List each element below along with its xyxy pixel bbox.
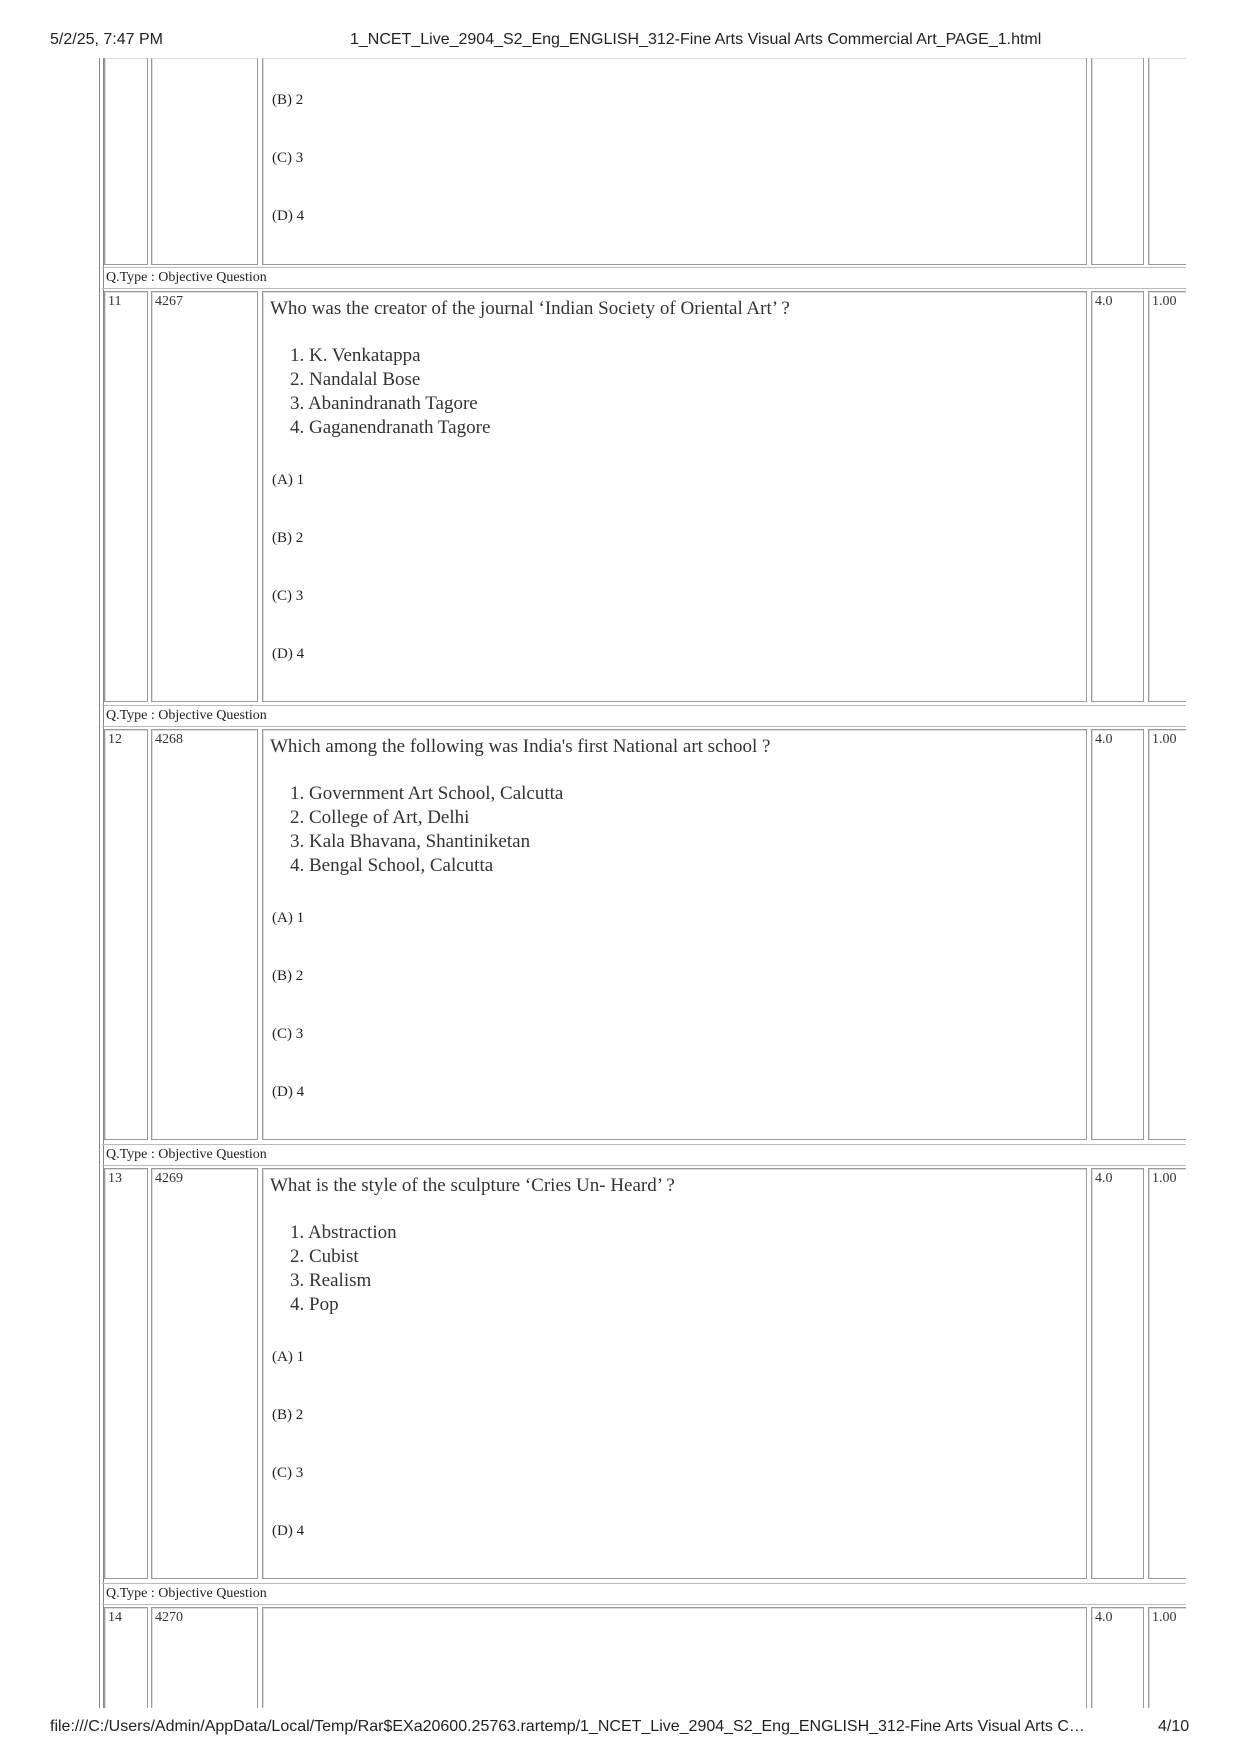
choice-item: 1. Government Art School, Calcutta [290, 783, 564, 804]
choice-item: 1. Abstraction [290, 1222, 397, 1243]
sno-cell [104, 291, 148, 702]
row-separator [102, 1144, 1186, 1145]
negative-marks-cell [1148, 291, 1186, 702]
negative-marks-value: 1.00 [1152, 294, 1177, 309]
answer-option: (C) 3 [272, 588, 304, 604]
negative-marks-value: 1.00 [1152, 1171, 1177, 1186]
negative-marks-cell [1148, 1607, 1186, 1708]
row-separator [102, 705, 1186, 706]
choice-item: 2. Nandalal Bose [290, 369, 421, 390]
marks-value: 4.0 [1095, 294, 1113, 309]
choice-item: 2. College of Art, Delhi [290, 807, 470, 828]
answer-option: (C) 3 [272, 1465, 304, 1481]
question-id: 4269 [155, 1171, 183, 1186]
question-id: 4268 [155, 732, 183, 747]
sno-cell [104, 1168, 148, 1579]
question-text: Which among the following was India's first National art school ? [270, 736, 771, 757]
row-separator [102, 267, 1186, 268]
choice-item: 4. Gaganendranath Tagore [290, 417, 491, 438]
choice-item: 3. Realism [290, 1270, 372, 1291]
qid-cell [151, 58, 258, 265]
answer-option: (B) 2 [272, 968, 304, 984]
negative-marks-value: 1.00 [1152, 1610, 1177, 1625]
answer-option: (B) 2 [272, 530, 304, 546]
serial-number: 11 [108, 294, 122, 309]
qid-cell [151, 729, 258, 1140]
answer-option: (C) 3 [272, 1026, 304, 1042]
row-separator [102, 1604, 1186, 1605]
answer-option: (D) 4 [272, 1523, 305, 1539]
choice-item: 2. Cubist [290, 1246, 359, 1267]
choice-item: 3. Abanindranath Tagore [290, 393, 478, 414]
row-separator [102, 1165, 1186, 1166]
answer-option: (D) 4 [272, 1084, 305, 1100]
serial-number: 14 [108, 1610, 122, 1625]
choice-item: 3. Kala Bhavana, Shantiniketan [290, 831, 531, 852]
serial-number: 12 [108, 732, 122, 747]
marks-cell [1091, 58, 1144, 265]
table-left-border [99, 58, 100, 1708]
question-text: Who was the creator of the journal ‘Indian Society of Oriental Art’ ? [270, 298, 790, 319]
answer-option: (C) 3 [272, 150, 304, 166]
marks-cell [1091, 1168, 1144, 1579]
negative-marks-value: 1.00 [1152, 732, 1177, 747]
marks-cell [1091, 291, 1144, 702]
answer-option: (D) 4 [272, 208, 305, 224]
negative-marks-cell [1148, 1168, 1186, 1579]
negative-marks-cell [1148, 729, 1186, 1140]
question-type-label: Q.Type : Objective Question [106, 1586, 267, 1601]
qid-cell [151, 1607, 258, 1708]
question-type-label: Q.Type : Objective Question [106, 1147, 267, 1162]
marks-value: 4.0 [1095, 1610, 1113, 1625]
print-page-title: 1_NCET_Live_2904_S2_Eng_ENGLISH_312-Fine Arts Visual Arts Commercial Art_PAGE_1.html [350, 31, 1042, 48]
sno-cell [104, 58, 148, 265]
answer-option: (D) 4 [272, 646, 305, 662]
print-datetime: 5/2/25, 7:47 PM [50, 31, 163, 48]
marks-cell [1091, 729, 1144, 1140]
question-text: What is the style of the sculpture ‘Cries Un- Heard’ ? [270, 1175, 675, 1196]
qid-cell [151, 291, 258, 702]
question-cell [262, 1607, 1087, 1708]
answer-option: (A) 1 [272, 910, 305, 926]
question-cell [262, 58, 1087, 265]
choice-item: 4. Bengal School, Calcutta [290, 855, 494, 876]
question-type-label: Q.Type : Objective Question [106, 270, 267, 285]
choice-item: 1. K. Venkatappa [290, 345, 421, 366]
row-separator [102, 726, 1186, 727]
marks-value: 4.0 [1095, 1171, 1113, 1186]
question-type-label: Q.Type : Objective Question [106, 708, 267, 723]
serial-number: 13 [108, 1171, 122, 1186]
question-id: 4267 [155, 294, 183, 309]
print-file-path: file:///C:/Users/Admin/AppData/Local/Temp/Rar$EXa20600.25763.rartemp/1_NCET_Live_2904_S2_Eng_ENGLISH_312-Fine Arts Visual Arts C… [50, 1718, 1085, 1735]
sno-cell [104, 729, 148, 1140]
sno-cell [104, 1607, 148, 1708]
qid-cell [151, 1168, 258, 1579]
negative-marks-cell [1148, 58, 1186, 265]
print-page-number: 4/10 [1158, 1718, 1190, 1735]
answer-option: (A) 1 [272, 1349, 305, 1365]
row-separator [102, 288, 1186, 289]
marks-cell [1091, 1607, 1144, 1708]
marks-value: 4.0 [1095, 732, 1113, 747]
choice-item: 4. Pop [290, 1294, 339, 1315]
answer-option: (A) 1 [272, 472, 305, 488]
row-separator [102, 1583, 1186, 1584]
answer-option: (B) 2 [272, 1407, 304, 1423]
question-id: 4270 [155, 1610, 183, 1625]
answer-option: (B) 2 [272, 92, 304, 108]
